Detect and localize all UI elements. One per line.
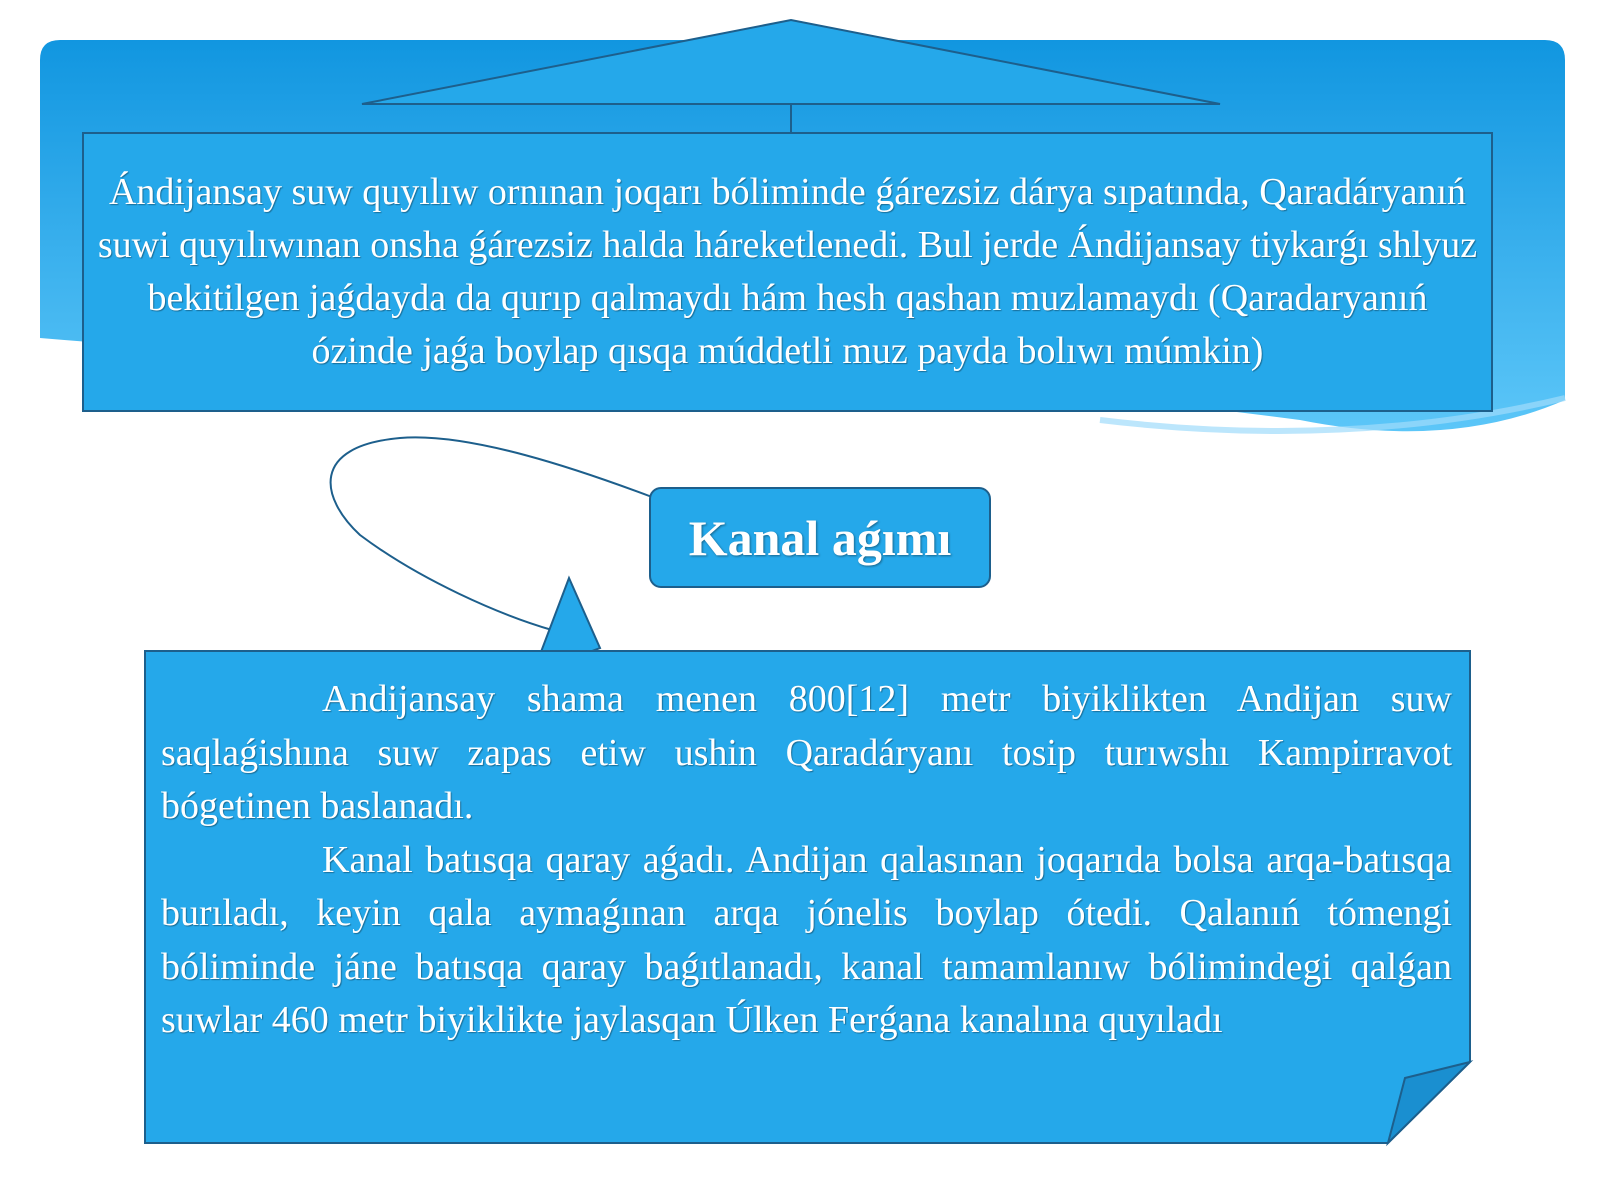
kanal-label-box: [649, 487, 991, 588]
top-text-box: [82, 132, 1493, 412]
bottom-paragraph-2: Kanal batısqa qaray aǵadı. Andijan qalasınan joqarıda bolsa arqa-batısqa burıladı, keyin qala aymaǵınan arqa jónelis boylap ótedi. Qalanıń tómengi bóliminde jáne batısqa qaray baǵıtlanadı, kanal tamamlanıw bólimindegi qalǵan suwlar 460 metr biyiklikte jaylasqan Úlken Ferǵana kanalına quyıladı: [161, 838, 1452, 1041]
bottom-paragraph-1: Andijansay shama menen 800[12] metr biyiklikten Andijan suw saqlaǵishına suw zapas etiw ushin Qaradáryanı tosip turıwshı Kampirravot bógetinen baslanadı.: [161, 678, 1452, 827]
kanal-label-text: Kanal aǵımı: [688, 509, 952, 566]
bottom-text-box: [145, 651, 1470, 1145]
top-box-text: Ándijansay suw quyılıw ornınan joqarı bóliminde ǵárezsiz dárya sıpatında, Qaradáryanıń suwi quyılıwınan onsha ǵárezsiz halda háreketlenedi. Bul jerde Ándijansay tiykarǵı shlyuz bekitilgen jaǵdayda da qurıp qalmaydı hám hesh qashan muzlamaydı (Qaradaryanıń ózinde jaǵa boylap qısqa múddetli muz payda bolıwı múmkin): [97, 171, 1478, 372]
curved-arrow-line: [331, 437, 652, 630]
